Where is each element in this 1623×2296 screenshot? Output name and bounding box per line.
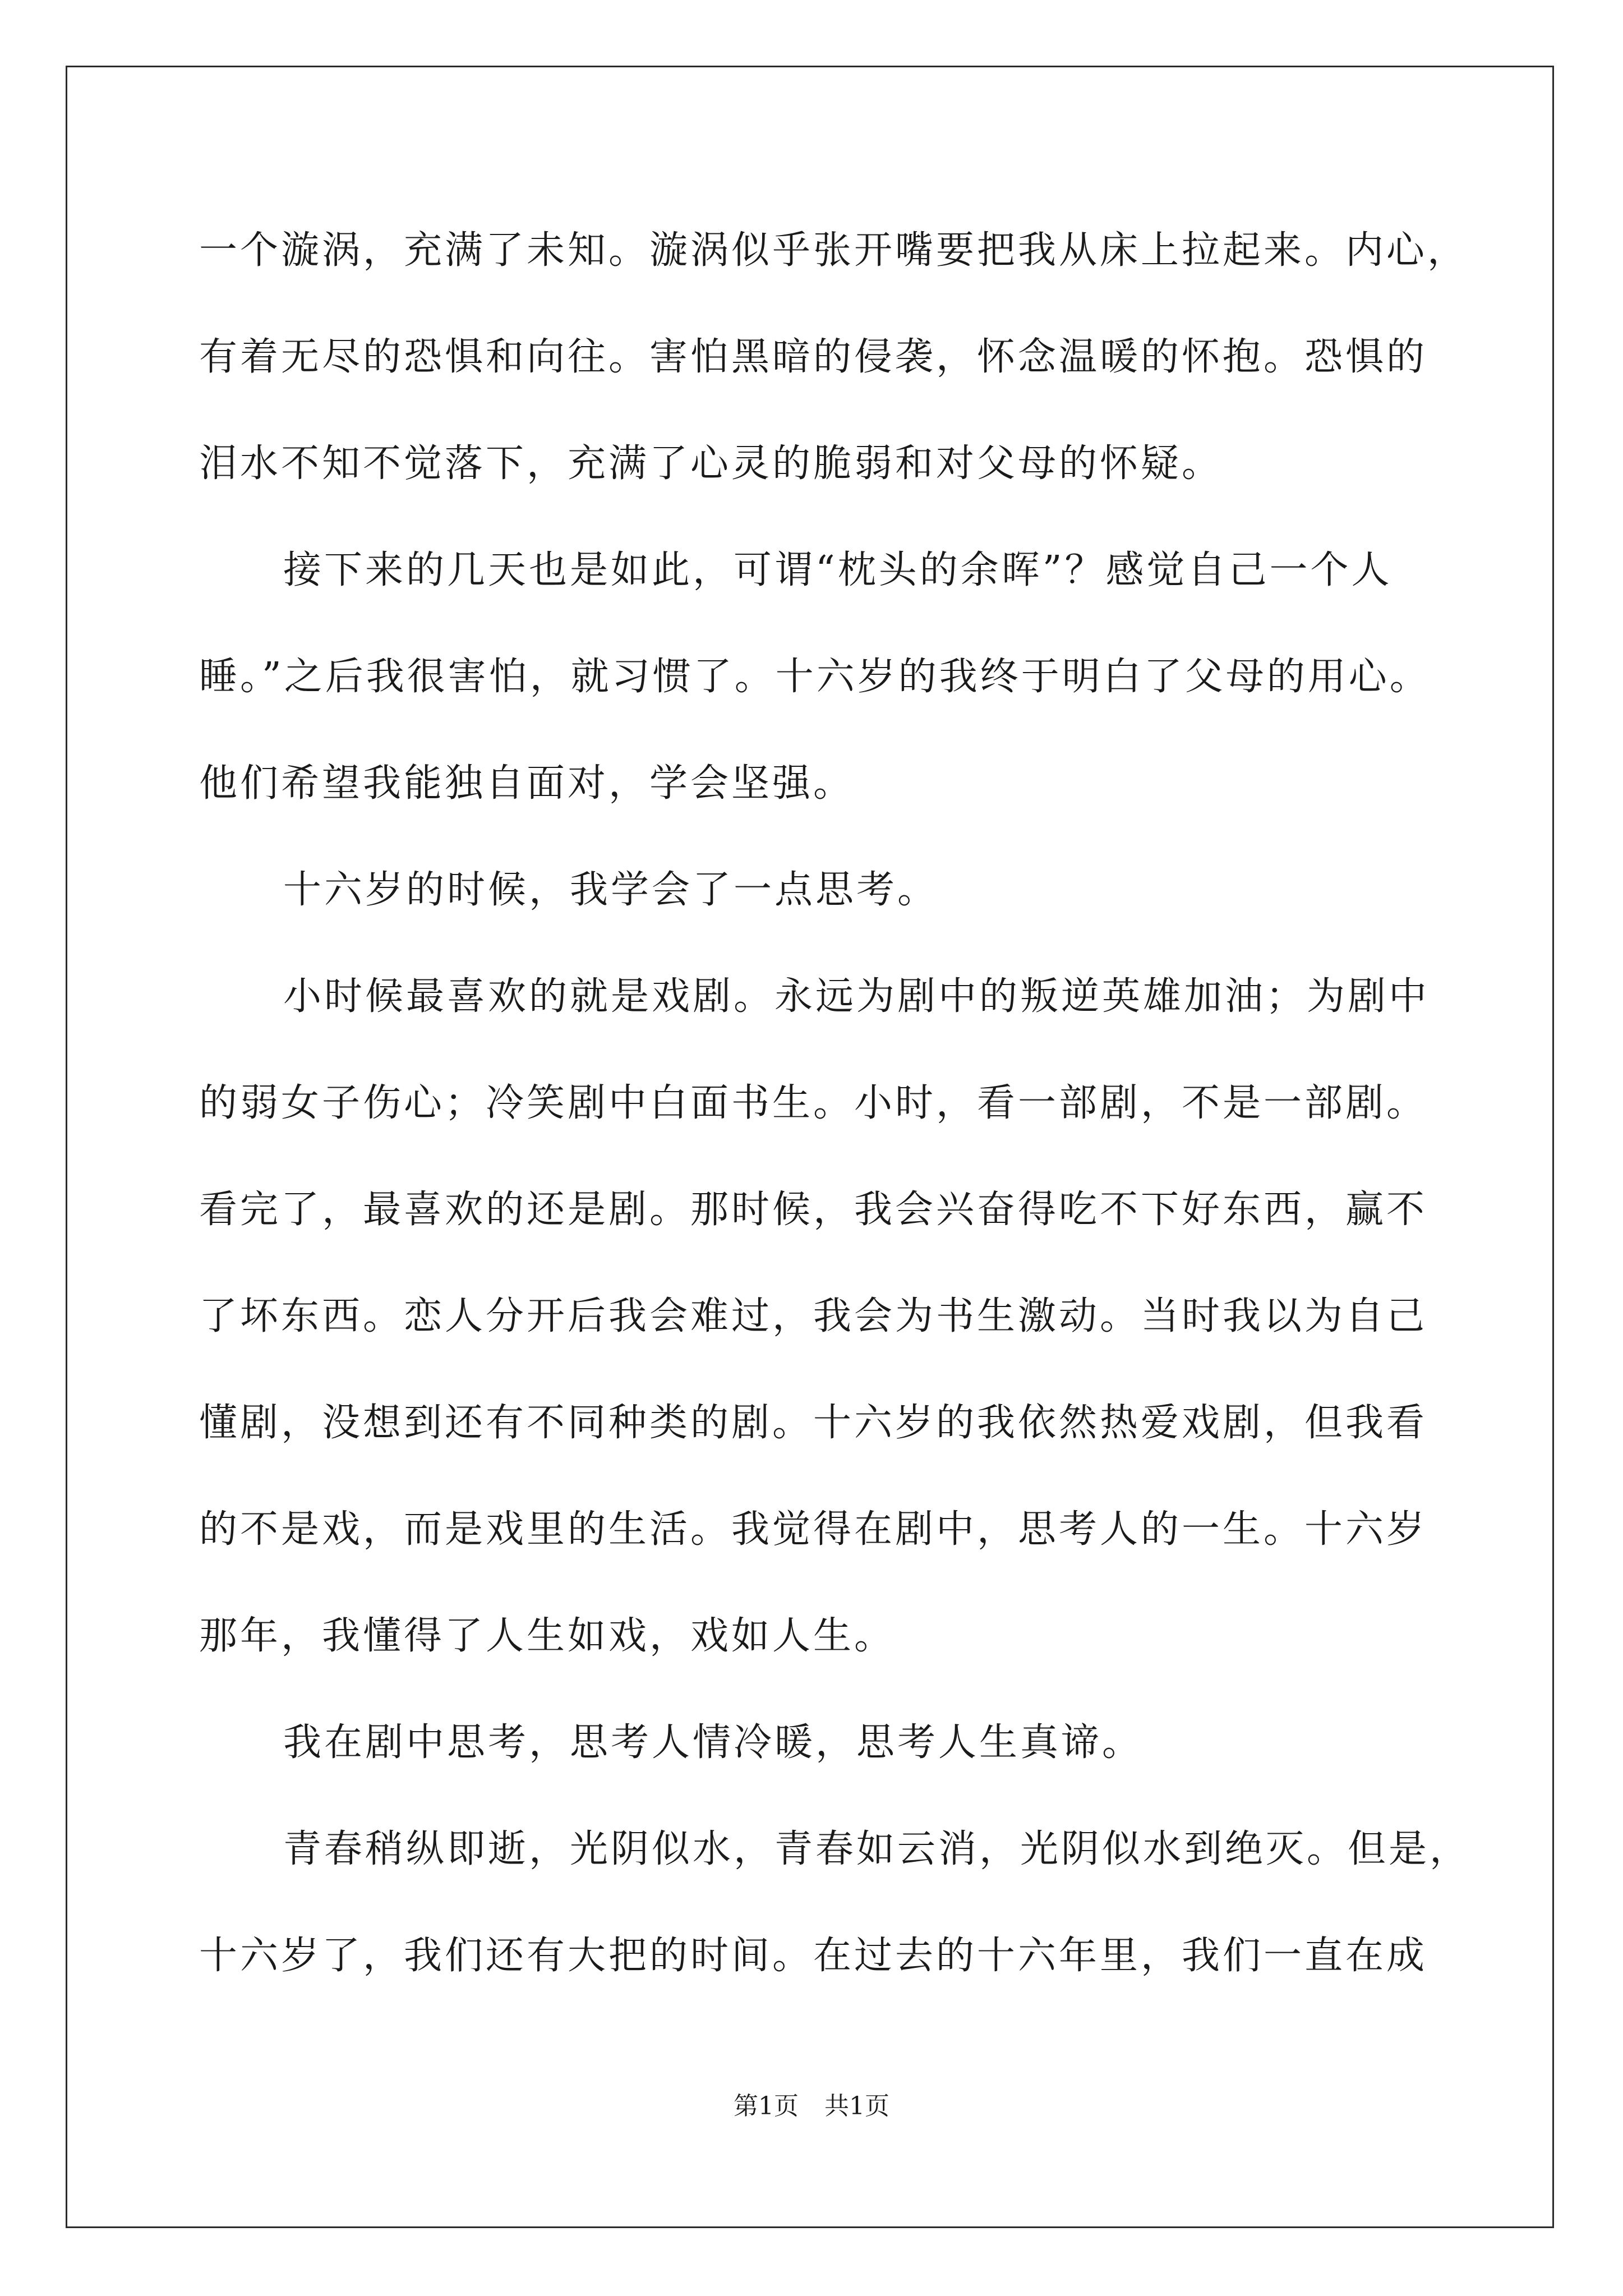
paragraph-start-line: 我在剧中思考，思考人情冷暖，思考人生真谛。 [283, 1720, 1144, 1765]
text-line: 他们希望我能独自面对，学会坚强。 [199, 761, 855, 806]
document-body [199, 197, 1471, 2009]
text-line: 睡。”之后我很害怕，就习惯了。十六岁的我终于明白了父母的用心。 [199, 655, 1431, 699]
text-line: 那年，我懂得了人生如戏，戏如人生。 [199, 1614, 896, 1658]
page-number: 第1页 [734, 2092, 799, 2120]
paragraph-start-line: 十六岁的时候，我学会了一点思考。 [283, 868, 939, 912]
page-total: 共1页 [824, 2092, 889, 2120]
text-line: 一个漩涡，充满了未知。漩涡似乎张开嘴要把我从床上拉起来。内心， [199, 228, 1469, 273]
paragraph-start-line: 接下来的几天也是如此，可谓“枕头的余晖”？感觉自己一个人 [283, 548, 1393, 592]
text-line: 十六岁了，我们还有大把的时间。在过去的十六年里，我们一直在成 [199, 1934, 1428, 1978]
text-line: 了坏东西。恋人分开后我会难过，我会为书生激动。当时我以为自己 [199, 1294, 1428, 1338]
text-line: 泪水不知不觉落下，充满了心灵的脆弱和对父母的怀疑。 [199, 441, 1223, 486]
text-line: 懂剧，没想到还有不同种类的剧。十六岁的我依然热爱戏剧，但我看 [199, 1401, 1428, 1445]
text-line: 的弱女子伤心；冷笑剧中白面书生。小时，看一部剧，不是一部剧。 [199, 1081, 1428, 1125]
text-line: 的不是戏，而是戏里的生活。我觉得在剧中，思考人的一生。十六岁 [199, 1507, 1428, 1552]
paragraph-start-line: 小时候最喜欢的就是戏剧。永远为剧中的叛逆英雄加油；为剧中 [283, 974, 1430, 1019]
page-footer [0, 2090, 1623, 2123]
text-line: 有着无尽的恐惧和向往。害怕黑暗的侵袭，怀念温暖的怀抱。恐惧的 [199, 335, 1428, 379]
text-line: 看完了，最喜欢的还是剧。那时候，我会兴奋得吃不下好东西，赢不 [199, 1188, 1428, 1232]
paragraph-start-line: 青春稍纵即逝，光阴似水，青春如云消，光阴似水到绝灭。但是， [283, 1827, 1471, 1871]
